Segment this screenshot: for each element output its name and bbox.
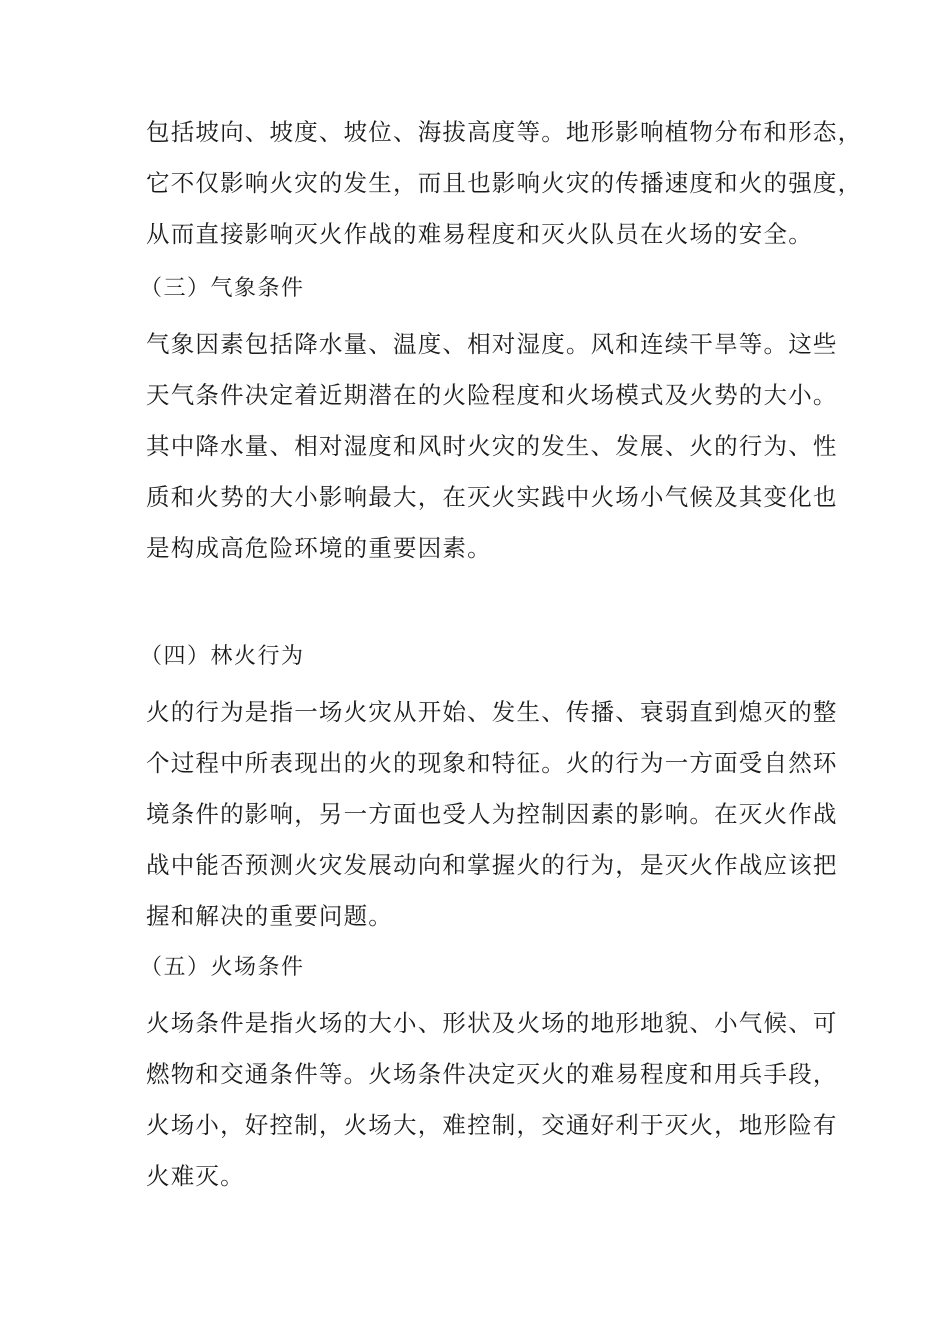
paragraph-line: 火场小，好控制，火场大，难控制，交通好利于灭火，地形险有: [146, 1111, 838, 1139]
paragraph-line: 战中能否预测火灾发展动向和掌握火的行为，是灭火作战应该把: [146, 851, 838, 879]
paragraph-line: 是构成高危险环境的重要因素。: [146, 534, 492, 562]
paragraph-line: 其中降水量、相对湿度和风时火灾的发生、发展、火的行为、性: [146, 432, 838, 460]
paragraph-line: 从而直接影响灭火作战的难易程度和灭火队员在火场的安全。: [146, 220, 813, 248]
paragraph-line: 它不仅影响火灾的发生，而且也影响火灾的传播速度和火的强度，: [146, 169, 863, 197]
paragraph-line: 包括坡向、坡度、坡位、海拔高度等。地形影响植物分布和形态，: [146, 118, 863, 146]
paragraph-line: 气象因素包括降水量、温度、相对湿度。风和连续干旱等。这些: [146, 330, 838, 358]
paragraph-line: 个过程中所表现出的火的现象和特征。火的行为一方面受自然环: [146, 749, 838, 777]
paragraph-line: 境条件的影响，另一方面也受人为控制因素的影响。在灭火作战: [146, 800, 838, 828]
section-heading-weather: （三）气象条件: [140, 276, 305, 301]
paragraph-line: 燃物和交通条件等。火场条件决定灭火的难易程度和用兵手段，: [146, 1060, 838, 1088]
paragraph-line: 质和火势的大小影响最大，在灭火实践中火场小气候及其变化也: [146, 483, 838, 511]
paragraph-line: 天气条件决定着近期潜在的火险程度和火场模式及火势的大小。: [146, 381, 838, 409]
paragraph-line: 握和解决的重要问题。: [146, 902, 393, 930]
section-heading-fire-site: （五）火场条件: [140, 955, 305, 980]
paragraph-line: 火难灭。: [146, 1162, 245, 1190]
section-heading-fire-behavior: （四）林火行为: [140, 644, 305, 669]
paragraph-line: 火的行为是指一场火灾从开始、发生、传播、衰弱直到熄灭的整: [146, 698, 838, 726]
paragraph-line: 火场条件是指火场的大小、形状及火场的地形地貌、小气候、可: [146, 1009, 838, 1037]
